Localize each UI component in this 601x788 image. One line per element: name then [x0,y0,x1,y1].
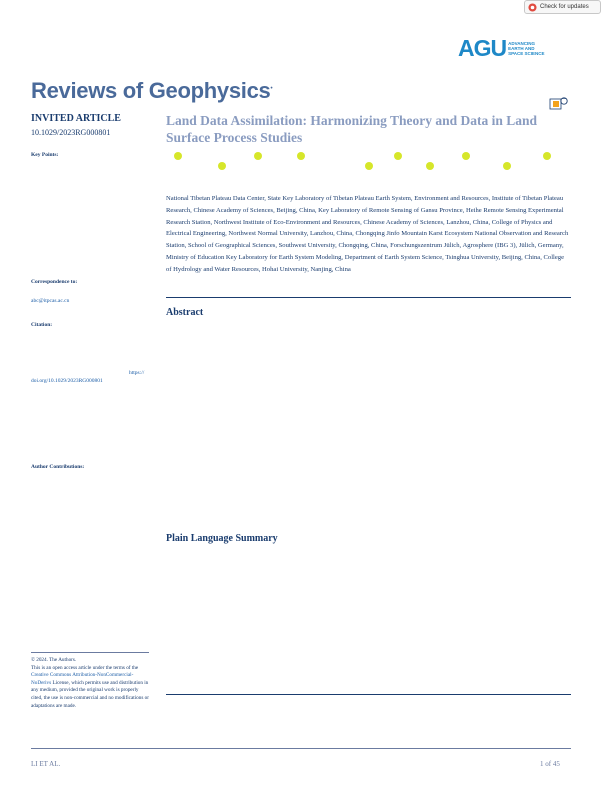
author-contributions-label: Author Contributions: [31,464,85,470]
author-dot[interactable] [365,162,373,170]
footer-page-number: 1 of 45 [540,760,560,768]
summary-end-rule [166,694,571,695]
correspondence-label: Correspondence to: [31,279,78,285]
check-updates-icon [528,3,537,12]
agu-tagline: ADVANCING EARTH AND SPACE SCIENCE [508,40,545,56]
journal-title: Reviews of Geophysics• [31,78,273,103]
check-updates-label: Check for updates [540,4,589,10]
author-list [166,148,566,174]
correspondence-email-link[interactable]: abc@itpcas.ac.cn [31,298,70,304]
citation-doi-link[interactable]: doi.org/10.1029/2023RG000801 [31,378,103,384]
open-access-icon[interactable] [549,96,569,110]
copyright-text: © 2024. The Authors. [31,657,77,663]
license-text-lead: This is an open access article under the terms of the [31,664,139,671]
check-for-updates-button[interactable] [524,0,601,14]
author-dot[interactable] [503,162,511,170]
article-doi: 10.1029/2023RG000801 [31,128,111,137]
citation-label: Citation: [31,322,53,328]
article-title: Land Data Assimilation: Harmonizing Theory and Data in Land Surface Process Studies [166,113,538,145]
license-block [31,657,149,710]
author-dot[interactable] [426,162,434,170]
plain-language-summary-heading: Plain Language Summary [166,533,278,544]
author-dot[interactable] [218,162,226,170]
footer-rule [31,748,571,749]
author-dot[interactable] [297,152,305,160]
author-dot[interactable] [254,152,262,160]
key-points-label: Key Points: [31,152,59,158]
author-dot[interactable] [394,152,402,160]
abstract-rule [166,297,571,298]
license-link[interactable]: Creative Commons Attribution-NonCommercial-NoDerivs [31,672,134,686]
footer-authors: LI ET AL. [31,760,61,768]
author-affiliations: National Tibetan Plateau Data Center, State Key Laboratory of Tibetan Plateau Earth System, Environment and Resources, Institute of Tibetan Plateau Research, Chinese Academy of Sciences, Beijing, China, Key Laboratory of Remote Sensing of Gansu Province, Heihe Remote Sensing Experimental Research Station, Northwest Institute of Eco-Environment and Resources, Chinese Academy of Sciences, Lanzhou, China, College of Physics and Electrical Engineering, Northwest Normal University, Lanzhou, China, Chongqing Jinfo Mountain Karst Ecosystem National Observation and Research Station, School of Geographical Sciences, Southwest University, Chongqing, China, Forschungszentrum Jülich, Agrosphere (IBG 3), Jülich, Germany, Ministry of Education Key Laboratory for Earth System Modeling, Department of Earth System Science, Tsinghua University, Beijing, China, College of Hydrology and Water Resources, Hohai University, Nanjing, China [166,195,569,273]
license-text-tail: License, which permits use and distribution in any medium, provided the original work is properly cited, the use is non-commercial and no modifications or adaptations are made. [31,679,149,709]
author-dot[interactable] [462,152,470,160]
author-dot[interactable] [543,152,551,160]
agu-logo [458,34,570,62]
license-divider [31,652,149,653]
agu-wordmark: AGU [458,34,507,61]
article-type: INVITED ARTICLE [31,113,121,124]
author-dot[interactable] [174,152,182,160]
abstract-heading: Abstract [166,307,204,318]
citation-link-part1[interactable]: https:// [129,370,145,376]
